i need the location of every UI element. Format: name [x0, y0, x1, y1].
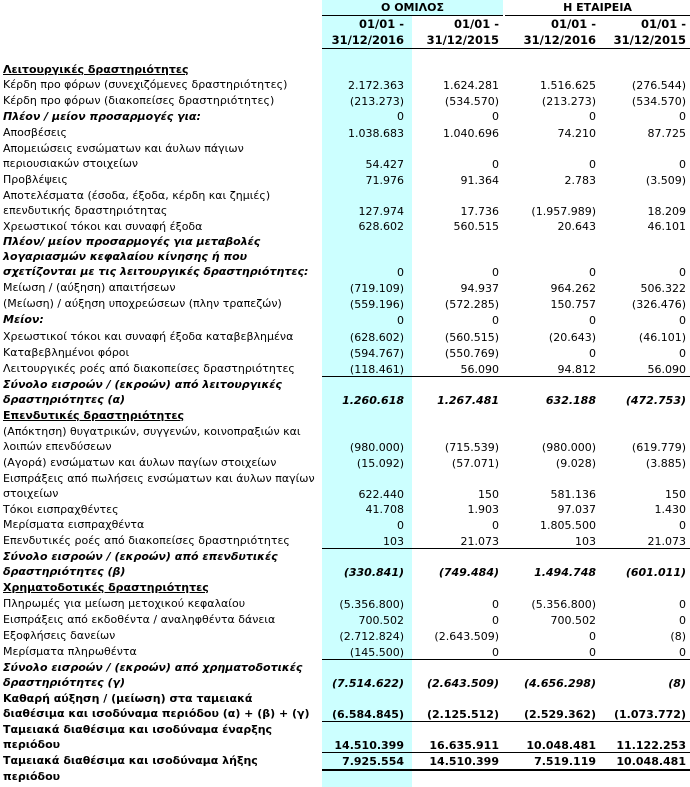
- row-label: Σύνολο εισροών / (εκροών) από επενδυτικές δραστηριότητες (β): [3, 550, 278, 578]
- row-value: 622.440: [358, 488, 404, 501]
- row-value: 1.516.625: [540, 79, 596, 92]
- final-divider: [322, 769, 690, 771]
- table-row: [0, 722, 690, 753]
- row-value: 21.073: [647, 535, 686, 548]
- row-value: 71.976: [365, 174, 404, 187]
- row-label: (Μείωση) / αύξηση υποχρεώσεων (πλην τραπεζών): [3, 297, 282, 310]
- row-value: (619.779): [631, 441, 686, 454]
- row-value: 0: [679, 314, 686, 327]
- row-value: (2.643.509): [434, 630, 499, 643]
- row-label: Αποσβέσεις: [3, 126, 67, 139]
- table-row: [0, 93, 690, 109]
- row-value: (2.712.824): [339, 630, 404, 643]
- period-header-group-2016: 01/01 - 31/12/2016: [331, 17, 404, 47]
- table-row: [0, 124, 690, 141]
- row-value: 560.515: [453, 220, 499, 233]
- row-value: (472.753): [625, 394, 686, 407]
- row-value: 632.188: [545, 394, 596, 407]
- row-label: Τόκοι εισπραχθέντες: [3, 503, 119, 516]
- table-row: [0, 408, 690, 424]
- row-value: 97.037: [557, 503, 596, 516]
- row-value: 0: [589, 314, 596, 327]
- row-value: 94.812: [557, 363, 596, 376]
- row-value: 17.736: [460, 205, 499, 218]
- row-value: (980.000): [349, 441, 404, 454]
- row-value: 0: [589, 110, 596, 123]
- row-value: (715.539): [444, 441, 499, 454]
- table-row: [0, 280, 690, 296]
- row-value: 0: [589, 158, 596, 171]
- row-value: 11.122.253: [616, 739, 686, 752]
- row-value: 0: [679, 598, 686, 611]
- row-value: (5.356.800): [531, 598, 596, 611]
- row-value: 1.038.683: [348, 127, 404, 140]
- row-value: 74.210: [557, 127, 596, 140]
- row-value: (572.285): [444, 298, 499, 311]
- row-value: 0: [679, 347, 686, 360]
- row-value: 1.494.748: [534, 566, 596, 579]
- row-value: 0: [679, 614, 686, 627]
- row-label: Εξοφλήσεις δανείων: [3, 629, 116, 642]
- row-label: Εισπράξεις από εκδοθέντα / αναληφθέντα δάνεια: [3, 613, 276, 626]
- row-label: Κέρδη προ φόρων (συνεχιζόμενες δραστηριότητες): [3, 78, 288, 91]
- row-label: Σύνολο εισροών / (εκροών) από χρηματοδοτικές δραστηριότητες (γ): [3, 661, 303, 689]
- row-label: Πλέον/ μείον προσαρμογές για μεταβολές λογαριασμών κεφαλαίου κίνησης ή που σχετίζονται με τις λειτουργικές δραστηριότητες:: [3, 235, 309, 278]
- row-value: 506.322: [640, 282, 686, 295]
- table-row: [0, 502, 690, 517]
- row-value: 1.040.696: [443, 127, 499, 140]
- row-value: 56.090: [647, 363, 686, 376]
- header-divider: [322, 48, 690, 49]
- row-label: Προβλέψεις: [3, 173, 68, 186]
- table-row: [0, 345, 690, 361]
- row-value: 10.048.481: [526, 739, 596, 752]
- row-value: 103: [383, 535, 404, 548]
- row-value: 0: [492, 598, 499, 611]
- row-value: (213.273): [349, 95, 404, 108]
- row-value: 18.209: [647, 205, 686, 218]
- row-label: Επενδυτικές ροές από διακοπείσες δραστηριότητες: [3, 534, 290, 547]
- table-row: [0, 377, 690, 408]
- table-row: [0, 361, 690, 377]
- row-value: (326.476): [631, 298, 686, 311]
- row-value: (276.544): [631, 79, 686, 92]
- row-value: 16.635.911: [429, 739, 499, 752]
- row-value: 21.073: [460, 535, 499, 548]
- row-value: 0: [589, 630, 596, 643]
- row-label: Ταμειακά διαθέσιμα και ισοδύναμα έναρξης περιόδου: [3, 723, 273, 751]
- row-value: 0: [492, 519, 499, 532]
- table-row: [0, 296, 690, 312]
- row-value: 581.136: [550, 488, 596, 501]
- row-value: 41.708: [365, 503, 404, 516]
- row-value: 0: [589, 646, 596, 659]
- row-value: 1.430: [654, 503, 686, 516]
- row-value: 150.757: [550, 298, 596, 311]
- row-value: 0: [397, 266, 404, 279]
- row-value: (560.515): [444, 331, 499, 344]
- row-label: Λειτουργικές δραστηριότητες: [3, 63, 189, 76]
- row-value: 127.974: [358, 205, 404, 218]
- row-label: Μείον:: [3, 313, 44, 326]
- row-value: 0: [492, 314, 499, 327]
- row-value: (980.000): [541, 441, 596, 454]
- row-value: (7.514.622): [332, 677, 404, 690]
- row-value: 7.519.119: [534, 755, 596, 768]
- row-value: (3.885): [645, 457, 686, 470]
- row-value: 2.172.363: [348, 79, 404, 92]
- table-row: [0, 471, 690, 502]
- row-value: (3.509): [645, 174, 686, 187]
- table-row: [0, 109, 690, 124]
- row-value: (145.500): [349, 646, 404, 659]
- row-value: 91.364: [460, 174, 499, 187]
- row-value: 14.510.399: [334, 739, 404, 752]
- table-row: [0, 234, 690, 280]
- table-row: [0, 753, 690, 783]
- row-label: (Αγορά) ενσώματων και άυλων παγίων στοιχείων: [3, 456, 277, 469]
- row-value: (46.101): [638, 331, 686, 344]
- row-value: 150: [665, 488, 686, 501]
- row-label: Χρεωστικοί τόκοι και συναφή έξοδα: [3, 220, 203, 233]
- row-value: 0: [492, 158, 499, 171]
- row-value: (534.570): [444, 95, 499, 108]
- row-value: 103: [575, 535, 596, 548]
- group-header: Ο ΟΜΙΛΟΣ: [322, 0, 503, 16]
- row-value: 54.427: [365, 158, 404, 171]
- table-row: [0, 455, 690, 471]
- table-row: [0, 77, 690, 93]
- row-value: 1.624.281: [443, 79, 499, 92]
- row-label: Χρεωστικοί τόκοι και συναφή έξοδα καταβεβλημένα: [3, 330, 294, 343]
- row-value: (601.011): [625, 566, 686, 579]
- table-row: [0, 691, 690, 722]
- row-value: 1.260.618: [342, 394, 404, 407]
- row-value: 0: [679, 646, 686, 659]
- table-row: [0, 517, 690, 533]
- row-value: (8): [668, 677, 686, 690]
- row-value: 964.262: [550, 282, 596, 295]
- row-value: 0: [679, 110, 686, 123]
- row-label: Λειτουργικές ροές από διακοπείσες δραστηριότητες: [3, 362, 295, 375]
- row-value: 2.783: [564, 174, 596, 187]
- row-value: 150: [478, 488, 499, 501]
- row-value: 0: [589, 347, 596, 360]
- row-value: (2.529.362): [524, 708, 596, 721]
- table-row: [0, 172, 690, 188]
- row-label: Χρηματοδοτικές δραστηριότητες: [3, 581, 209, 594]
- row-value: 0: [492, 614, 499, 627]
- row-value: 0: [679, 266, 686, 279]
- row-value: 0: [492, 266, 499, 279]
- row-label: Αποτελέσματα (έσοδα, έξοδα, κέρδη και ζημιές) επενδυτικής δραστηριότητας: [3, 189, 271, 217]
- row-value: 0: [492, 646, 499, 659]
- table-row: [0, 312, 690, 328]
- row-value: 14.510.399: [429, 755, 499, 768]
- row-value: (559.196): [349, 298, 404, 311]
- table-row: [0, 62, 690, 77]
- row-label: Εισπράξεις από πωλήσεις ενσώματων και άυλων παγίων στοιχείων: [3, 472, 315, 500]
- row-label: Κέρδη προ φόρων (διακοπείσες δραστηριότητες): [3, 94, 275, 107]
- row-value: (1.957.989): [531, 205, 596, 218]
- row-value: (550.769): [444, 347, 499, 360]
- row-value: 0: [589, 266, 596, 279]
- row-value: 46.101: [647, 220, 686, 233]
- row-value: 1.805.500: [540, 519, 596, 532]
- period-header-company-2016: 01/01 - 31/12/2016: [523, 17, 596, 47]
- row-value: 1.903: [467, 503, 499, 516]
- row-label: (Απόκτηση) θυγατρικών, συγγενών, κοινοπραξιών και λοιπών επενδύσεων: [3, 425, 301, 453]
- row-value: 20.643: [557, 220, 596, 233]
- row-label: Απομειώσεις ενσώματων και άυλων πάγιων περιουσιακών στοιχείων: [3, 142, 244, 170]
- row-value: 700.502: [358, 614, 404, 627]
- row-value: 0: [679, 158, 686, 171]
- period-header-company-2015: 01/01 - 31/12/2015: [613, 17, 686, 47]
- row-label: Ταμειακά διαθέσιμα και ισοδύναμα λήξης περιόδου: [3, 754, 258, 783]
- row-value: (594.767): [349, 347, 404, 360]
- row-value: 628.602: [358, 220, 404, 233]
- row-label: Καθαρή αύξηση / (μείωση) στα ταμειακά διαθέσιμα και ισοδύναμα περιόδου (α) + (β) + (γ): [3, 692, 310, 720]
- row-label: Μείωση / (αύξηση) απαιτήσεων: [3, 281, 176, 294]
- row-value: 94.937: [460, 282, 499, 295]
- row-value: (20.643): [548, 331, 596, 344]
- table-row: [0, 328, 690, 345]
- row-value: 0: [679, 519, 686, 532]
- row-value: (719.109): [349, 282, 404, 295]
- table-row: [0, 188, 690, 219]
- row-value: 56.090: [460, 363, 499, 376]
- row-value: (2.643.509): [427, 677, 499, 690]
- table-row: [0, 596, 690, 612]
- row-value: 87.725: [647, 127, 686, 140]
- table-row: [0, 533, 690, 549]
- table-row: [0, 219, 690, 234]
- table-row: [0, 580, 690, 596]
- table-row: [0, 612, 690, 628]
- row-value: 0: [397, 110, 404, 123]
- row-value: (118.461): [349, 363, 404, 376]
- row-value: (330.841): [343, 566, 404, 579]
- row-value: (749.484): [438, 566, 499, 579]
- row-value: (57.071): [451, 457, 499, 470]
- table-row: [0, 549, 690, 580]
- row-label: Επενδυτικές δραστηριότητες: [3, 409, 185, 422]
- row-label: Καταβεβλημένοι φόροι: [3, 346, 130, 359]
- row-value: 0: [397, 519, 404, 532]
- table-row: [0, 141, 690, 172]
- row-value: 0: [492, 110, 499, 123]
- row-value: (6.584.845): [332, 708, 404, 721]
- row-value: 700.502: [550, 614, 596, 627]
- row-value: (5.356.800): [339, 598, 404, 611]
- row-value: (213.273): [541, 95, 596, 108]
- table-row: [0, 660, 690, 691]
- row-value: (8): [670, 630, 686, 643]
- row-value: 7.925.554: [342, 755, 404, 768]
- row-value: (9.028): [555, 457, 596, 470]
- table-row: [0, 644, 690, 660]
- row-value: (4.656.298): [524, 677, 596, 690]
- row-value: (628.602): [349, 331, 404, 344]
- row-label: Πληρωμές για μείωση μετοχικού κεφαλαίου: [3, 597, 246, 610]
- row-label: Μερίσματα εισπραχθέντα: [3, 518, 145, 531]
- table-row: [0, 628, 690, 644]
- row-value: 0: [397, 314, 404, 327]
- table-row: [0, 424, 690, 455]
- row-label: Πλέον / μείον προσαρμογές για:: [3, 110, 201, 123]
- row-value: 1.267.481: [437, 394, 499, 407]
- period-header-group-2015: 01/01 - 31/12/2015: [426, 17, 499, 47]
- row-value: (1.073.772): [614, 708, 686, 721]
- row-value: (15.092): [356, 457, 404, 470]
- row-label: Σύνολο εισροών / (εκροών) από λειτουργικές δραστηριότητες (α): [3, 378, 282, 406]
- row-value: 10.048.481: [616, 755, 686, 768]
- company-header: Η ΕΤΑΙΡΕΙΑ: [505, 0, 690, 16]
- row-value: (534.570): [631, 95, 686, 108]
- row-label: Μερίσματα πληρωθέντα: [3, 645, 137, 658]
- row-value: (2.125.512): [427, 708, 499, 721]
